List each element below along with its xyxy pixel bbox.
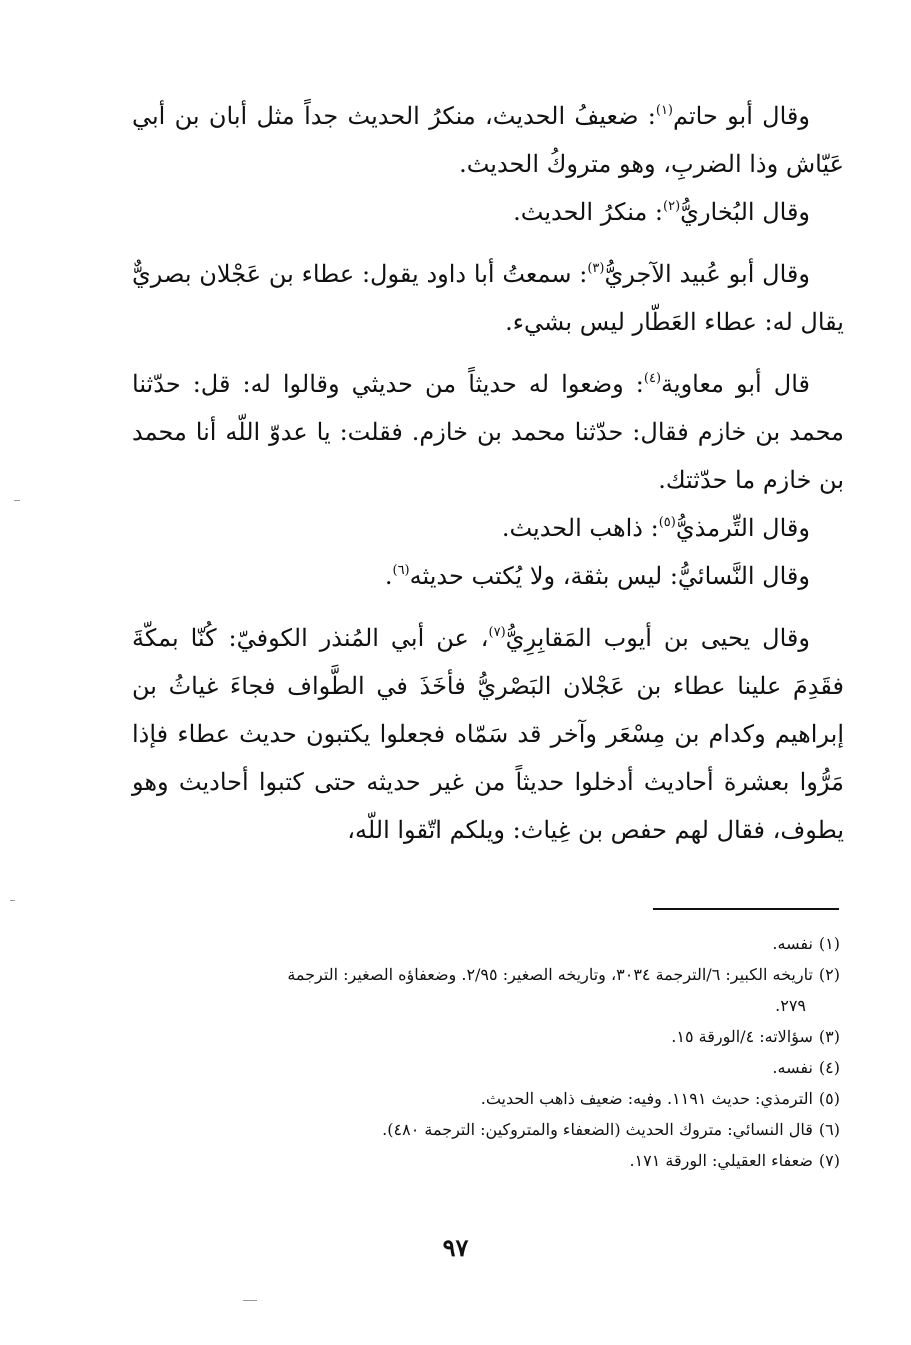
footnote-ref: (٤) bbox=[643, 371, 662, 386]
footnote-item bbox=[140, 1052, 840, 1083]
footnote-text: قال النسائي: متروك الحديث (الضعفاء والمتروكين: الترجمة ٤٨٠). bbox=[382, 1120, 813, 1139]
paragraph-text: قال أبو معاوية bbox=[661, 370, 810, 398]
footnote-ref: (٥) bbox=[658, 515, 676, 530]
main-text bbox=[132, 92, 844, 854]
footnote-ref: (١) bbox=[655, 103, 673, 118]
footnote-item bbox=[140, 1021, 840, 1052]
footnote-number: (٧) bbox=[818, 1151, 840, 1170]
footnote-number: (٤) bbox=[818, 1058, 840, 1077]
footnote-text: سؤالاته: ٤/الورقة ١٥. bbox=[671, 1027, 813, 1046]
paragraph-text: وقال أبو عُبيد الآجريُّ bbox=[604, 260, 810, 288]
footnote-ref: (٦) bbox=[392, 563, 410, 578]
footnote-number: (٦) bbox=[818, 1120, 840, 1139]
paragraph-text: وقال البُخاريُّ bbox=[680, 198, 810, 226]
paragraph-tirmidhi bbox=[132, 504, 844, 552]
paragraph-nasai bbox=[132, 552, 844, 600]
paragraph-abu-muawiya bbox=[132, 360, 844, 504]
paragraph-text: وقال يحيى بن أيوب المَقابِرِيُّ bbox=[505, 624, 810, 652]
footnote-separator bbox=[653, 908, 839, 910]
footnote-item bbox=[140, 1145, 840, 1176]
scan-mark bbox=[243, 1300, 257, 1301]
paragraph-text: . bbox=[384, 562, 393, 590]
footnote-ref: (٧) bbox=[488, 625, 506, 640]
footnotes bbox=[140, 928, 840, 1176]
scan-mark bbox=[14, 500, 20, 501]
paragraph-maqabiri bbox=[132, 614, 844, 854]
paragraph-text: : وضعوا له حديثاً من حديثي وقالوا له: قل: حدّثنا محمد بن خازم فقال: حدّثنا محمد بن خازم. فقلت: يا عدوّ اللّه أنا محمد بن خازم ما حدّثتك. bbox=[132, 370, 844, 494]
footnote-text: ضعفاء العقيلي: الورقة ١٧١. bbox=[629, 1151, 813, 1170]
footnote-text: تاريخه الكبير: ٦/الترجمة ٣٠٣٤، وتاريخه الصغير: ٢/٩٥. وضعفاؤه الصغير: الترجمة bbox=[287, 965, 813, 984]
paragraph-text: : منكرُ الحديث. bbox=[513, 198, 664, 226]
paragraph-text: : ضعيفُ الحديث، منكرُ الحديث جداً مثل أبان بن أبي عَيّاش وذا الضربِ، وهو متروكُ الحديث. bbox=[132, 102, 844, 178]
footnote-ref: (٣) bbox=[587, 261, 605, 276]
footnote-number: (١) bbox=[818, 934, 840, 953]
footnote-continuation: ٢٧٩. bbox=[775, 996, 806, 1015]
footnote-number: (٢) bbox=[818, 965, 840, 984]
footnote-item bbox=[140, 928, 840, 959]
footnote-text: الترمذي: حديث ١١٩١. وفيه: ضعيف ذاهب الحديث. bbox=[480, 1089, 813, 1108]
paragraph-text: : سمعتُ أبا داود يقول: عطاء بن عَجْلان بصريٌّ يقال له: عطاء العَطّار ليس بشيء. bbox=[132, 260, 844, 336]
paragraph-bukhari bbox=[132, 188, 844, 236]
paragraph-text: وقال التِّرمذيُّ bbox=[675, 514, 810, 542]
footnote-text: نفسه. bbox=[772, 934, 813, 953]
footnote-ref: (٢) bbox=[663, 199, 681, 214]
footnote-text: نفسه. bbox=[772, 1058, 813, 1077]
paragraph-text: : ذاهب الحديث. bbox=[501, 514, 659, 542]
paragraph-ajurri bbox=[132, 250, 844, 346]
footnote-number: (٣) bbox=[818, 1027, 840, 1046]
page-number: ٩٧ bbox=[442, 1233, 469, 1262]
paragraph-text: ، عن أبي المُنذر الكوفيّ: كُنّا بمكّةَ فقَدِمَ علينا عطاء بن عَجْلان البَصْريُّ فأخَذَ في الطَّواف فجاءَ غياثُ بن إبراهيم وكدام بن مِسْعَر وآخر قد سَمّاه فجعلوا يكتبون حديث عطاء فإذا مَرُّوا بعشرة أحاديث أدخلوا حديثاً من غير حديثه حتى كتبوا أحاديث وهو يطوف، فقال لهم حفص بن غِياث: ويلكم اتّقوا اللّه، bbox=[132, 624, 844, 844]
footnote-item bbox=[140, 1083, 840, 1114]
paragraph-text: وقال النَّسائيُّ: ليس بثقة، ولا يُكتب حديثه bbox=[409, 562, 810, 590]
footnote-item bbox=[140, 1114, 840, 1145]
paragraph-abu-hatim bbox=[132, 92, 844, 188]
scan-mark bbox=[10, 900, 15, 901]
footnote-item bbox=[140, 959, 840, 1021]
footnote-number: (٥) bbox=[818, 1089, 840, 1108]
paragraph-text: وقال أبو حاتم bbox=[673, 102, 810, 130]
